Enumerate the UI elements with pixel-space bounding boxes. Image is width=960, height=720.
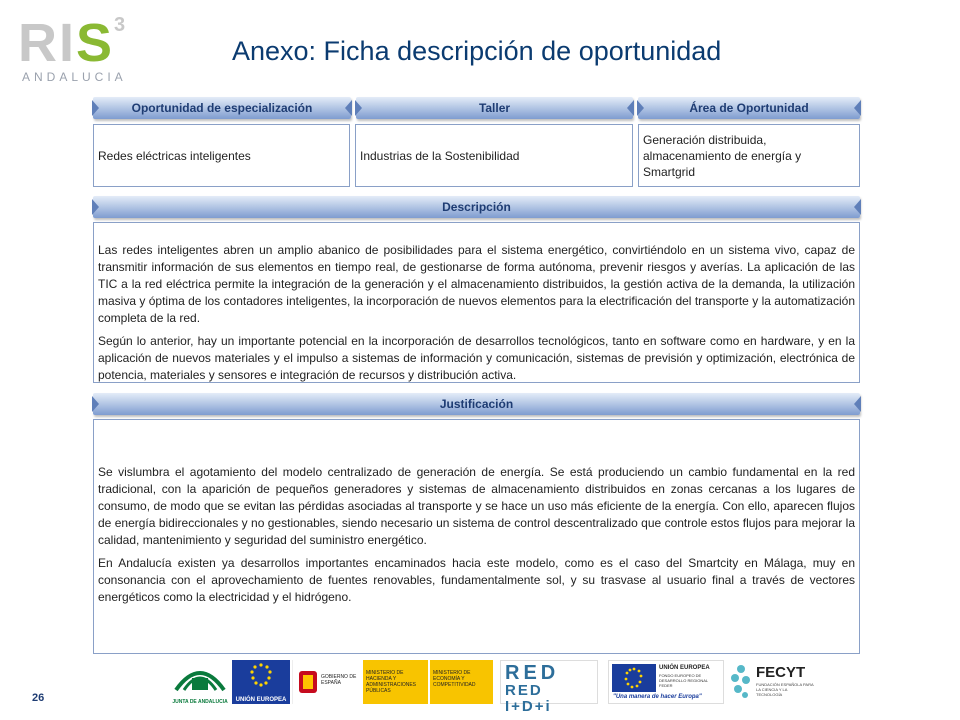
descripcion-box xyxy=(93,222,860,383)
eu-stars-icon xyxy=(232,660,290,692)
header-taller-label: Taller xyxy=(478,101,511,115)
red-idi-mark: RED xyxy=(505,662,560,684)
feder-sub: FONDO EUROPEO DE DESARROLLO REGIONAL FEDER xyxy=(659,673,708,688)
page-title: Anexo: Ficha descripción de oportunidad xyxy=(232,36,722,66)
ministerio-hacienda-logo xyxy=(363,660,428,704)
descripcion-paragraph: Según lo anterior, hay un importante potencial en la incorporación de desarrollos tecnológicos, tanto en software como en hardware, y en la aplicación de nuevos materiales y el impulso a sistemas de información y comunicación, sistemas de previsión y optimización, electrónica de potencia, materiales y sensores e integración de recursos y distribución activa. xyxy=(98,334,855,382)
spain-shield-icon xyxy=(297,667,319,697)
header-area xyxy=(638,97,860,119)
header-oportunidad-label: Oportunidad de especialización xyxy=(131,101,313,115)
page-number: 26 xyxy=(32,692,45,704)
header-justificacion xyxy=(93,393,860,415)
logo-sub: ANDALUCIA xyxy=(22,70,127,84)
justificacion-paragraph: Se vislumbra el agotamiento del modelo centralizado de generación de energía. Se está produciendo un cambio fundamental en la red tradicional, con la aparición de pequeños generadores y sistemas de almacenamiento distribuidos en zonas cercanas a los lugares de consumo, de modo que se evitan las pérdidas asociadas al transporte y se hace un uso más eficiente de la energía. Con ello, aparecen flujos de energía bidireccionales y no gestionables, siendo necesario un sistema de control descentralizado que controle estos flujos para mejorar la calidad, mantenimiento y seguridad del suministro energético. xyxy=(98,465,855,547)
taller-box xyxy=(355,124,633,187)
justificacion-paragraph: En Andalucía existen ya desarrollos importantes encaminados hacia este modelo, como es el caso del Smartcity en Málaga, muy en consonancia con el aprovechamiento de fuentes renovables, fundamentalmente sol, y su trasvase al usuario final a través de vectores energéticos como la electricidad y el hidrógeno. xyxy=(98,556,855,604)
area-value: Generación distribuida, almacenamiento de energía y Smartgrid xyxy=(643,132,802,179)
descripcion-paragraph: Las redes inteligentes abren un amplio abanico de posibilidades para el sistema energético, convirtiéndolo en un sistema vivo, capaz de transmitir información de sus elementos en tiempo real, de gestionarse de forma autónoma, prevenir riesgos y averías. La aplicación de las TIC a la red eléctrica permite la integración de la generación y el almacenamiento distribuidos, la gestión activa de la demanda, la utilización masiva y óptima de los contadores inteligentes, la incorporación de nuevos elementos para la electrificación del transporte y la automatización completa de la red. xyxy=(98,243,855,325)
eu-flag-icon xyxy=(612,664,656,692)
ue-logo xyxy=(232,660,290,704)
ris3-andalucia-logo xyxy=(18,14,128,84)
ministerio-economia-logo xyxy=(430,660,493,704)
oportunidad-value: Redes eléctricas inteligentes xyxy=(98,148,251,163)
ue-label: UNIÓN EUROPEA xyxy=(235,697,287,703)
junta-andalucia-logo xyxy=(170,660,230,704)
fecyt-title: FECYT xyxy=(756,664,806,681)
header-area-label: Área de Oportunidad xyxy=(689,101,809,115)
feder-logo xyxy=(608,660,724,704)
oportunidad-box xyxy=(93,124,350,187)
logo-ris: RIS xyxy=(18,13,115,73)
red-idi-label: RED I+D+i xyxy=(505,682,552,715)
feder-motto: "Una manera de hacer Europa" xyxy=(613,694,702,700)
header-descripcion-label: Descripción xyxy=(442,200,511,214)
economia-label: MINISTERIO DE ECONOMÍA Y COMPETITIVIDAD xyxy=(433,670,476,688)
logo-sup: 3 xyxy=(114,14,126,36)
fecyt-molecule-icon xyxy=(730,664,752,700)
header-oportunidad xyxy=(93,97,351,119)
header-taller xyxy=(356,97,633,119)
fecyt-sub: FUNDACIÓN ESPAÑOLA PARA LA CIENCIA Y LA TECNOLOGÍA xyxy=(756,682,814,697)
junta-emblem-icon xyxy=(170,660,230,694)
justificacion-box xyxy=(93,419,860,654)
red-idi-logo xyxy=(500,660,598,715)
hacienda-label: MINISTERIO DE HACIENDA Y ADMINISTRACIONES PÚBLICAS xyxy=(366,670,417,694)
header-justificacion-label: Justificación xyxy=(439,397,514,411)
junta-label: JUNTA DE ANDALUCIA xyxy=(172,699,228,705)
feder-title: UNIÓN EUROPEA xyxy=(659,665,710,671)
taller-value: Industrias de la Sostenibilidad xyxy=(360,148,520,163)
area-box xyxy=(638,124,860,187)
fecyt-logo xyxy=(730,660,820,704)
gobierno-logo xyxy=(292,660,362,704)
header-descripcion xyxy=(93,196,860,218)
gobierno-label: GOBIERNO DE ESPAÑA xyxy=(321,674,357,686)
